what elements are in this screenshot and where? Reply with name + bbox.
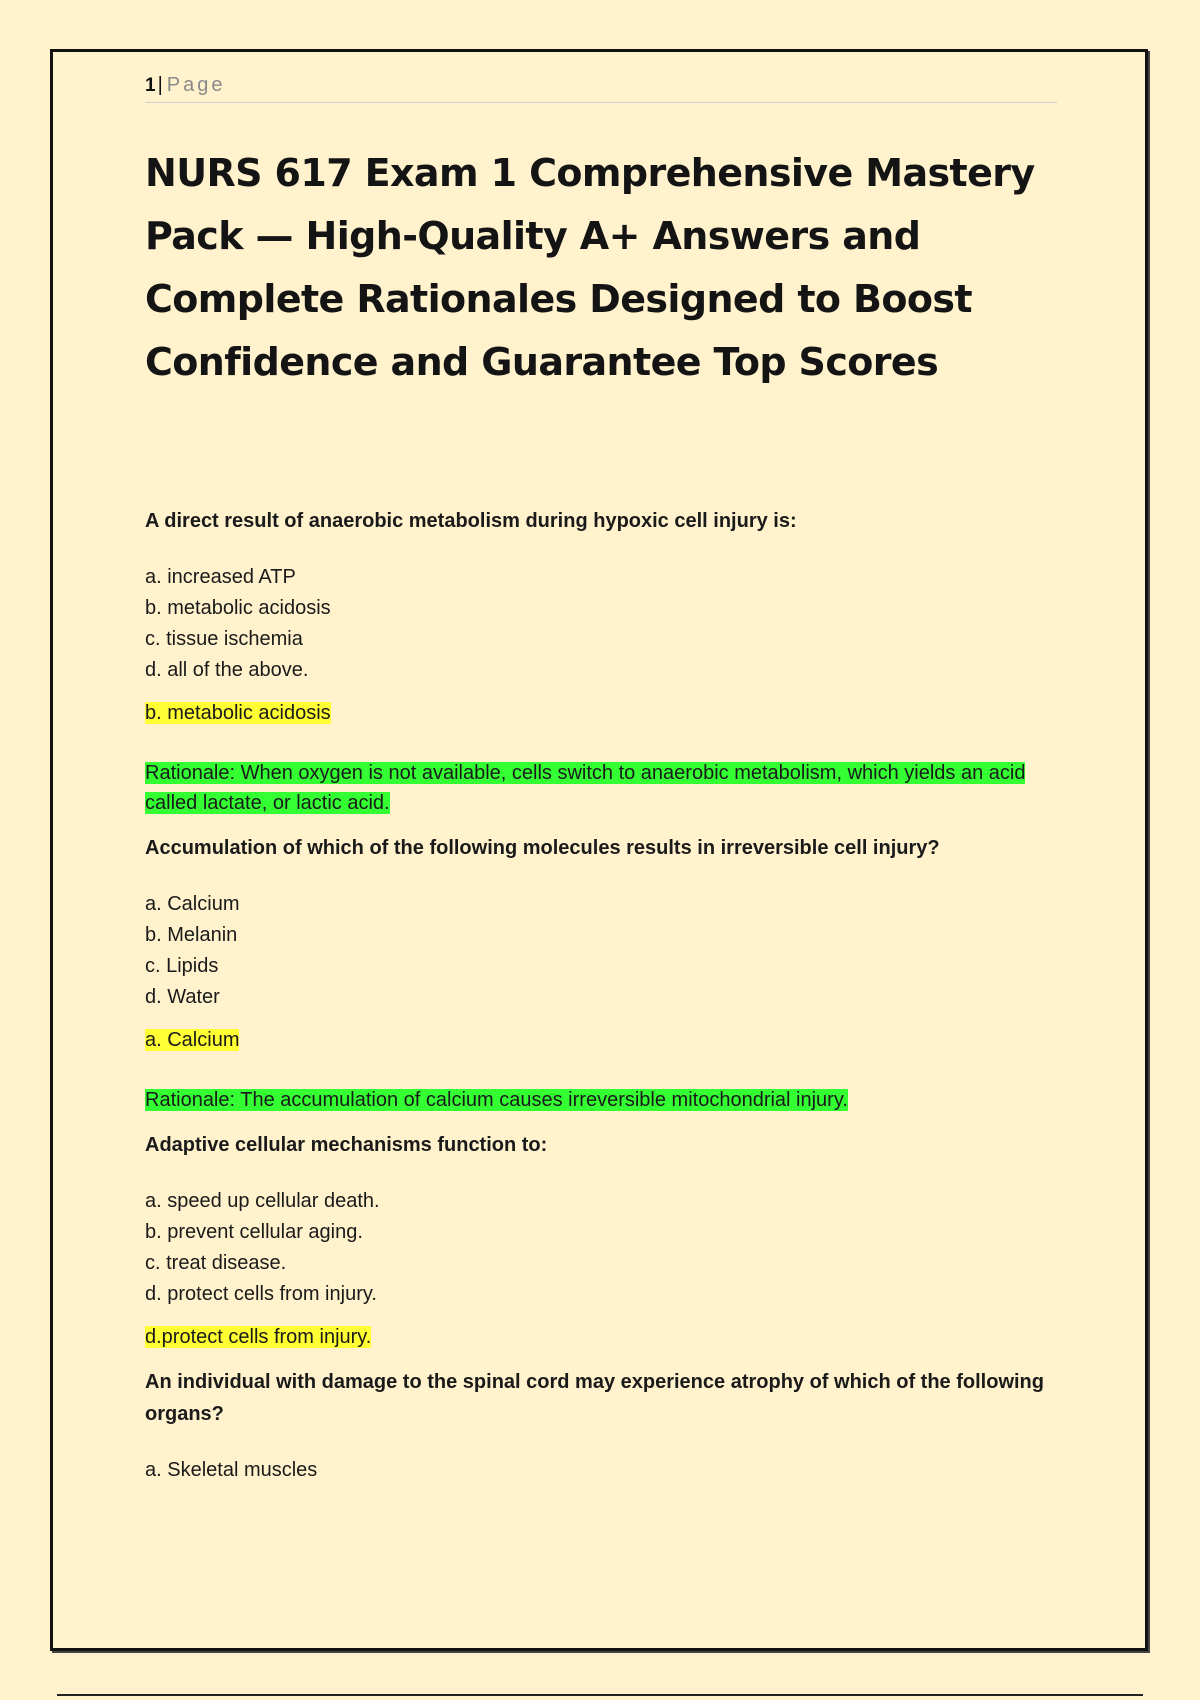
page-separator: | xyxy=(157,74,163,96)
option-item: b. prevent cellular aging. xyxy=(145,1221,363,1243)
option-list xyxy=(145,1186,1060,1310)
option-list xyxy=(145,889,1060,1013)
answer-highlight: b. metabolic acidosis xyxy=(145,702,331,724)
option-item: d. Water xyxy=(145,986,220,1008)
option-item: c. tissue ischemia xyxy=(145,628,303,650)
option-list xyxy=(145,1455,1060,1486)
question-text: Adaptive cellular mechanisms function to: xyxy=(145,1134,548,1156)
page-header xyxy=(145,72,1057,103)
page-number: 1 xyxy=(145,75,156,96)
rationale-highlight: Rationale: When oxygen is not available, cells switch to anaerobic metabolism, which yields an acid called lactate, or lactic acid. xyxy=(145,762,1026,814)
rationale-highlight: Rationale: The accumulation of calcium causes irreversible mitochondrial injury. xyxy=(145,1089,848,1111)
option-item: d. all of the above. xyxy=(145,659,309,681)
question-text: A direct result of anaerobic metabolism during hypoxic cell injury is: xyxy=(145,510,797,532)
question-block xyxy=(145,1366,1060,1486)
document-title: NURS 617 Exam 1 Comprehensive Mastery Pack — High-Quality A+ Answers and Complete Rationales Designed to Boost Confidence and Guarantee Top Scores xyxy=(145,151,1035,384)
question-block xyxy=(145,1129,1060,1352)
option-item: a. Skeletal muscles xyxy=(145,1459,318,1481)
document-content xyxy=(145,505,1060,1486)
answer-highlight: d.protect cells from injury. xyxy=(145,1326,372,1348)
question-text: Accumulation of which of the following molecules results in irreversible cell injury? xyxy=(145,837,940,859)
option-item: d. protect cells from injury. xyxy=(145,1283,377,1305)
bottom-rule xyxy=(57,1694,1143,1696)
question-block xyxy=(145,505,1060,818)
option-item: b. Melanin xyxy=(145,924,238,946)
option-item: a. Calcium xyxy=(145,893,240,915)
option-item: a. increased ATP xyxy=(145,566,296,588)
option-item: c. treat disease. xyxy=(145,1252,287,1274)
option-item: a. speed up cellular death. xyxy=(145,1190,380,1212)
answer-highlight: a. Calcium xyxy=(145,1029,240,1051)
question-text: An individual with damage to the spinal cord may experience atrophy of which of the following organs? xyxy=(145,1371,1044,1425)
option-item: b. metabolic acidosis xyxy=(145,597,331,619)
page-label: Page xyxy=(166,74,226,96)
option-item: c. Lipids xyxy=(145,955,219,977)
option-list xyxy=(145,562,1060,686)
question-block xyxy=(145,832,1060,1115)
